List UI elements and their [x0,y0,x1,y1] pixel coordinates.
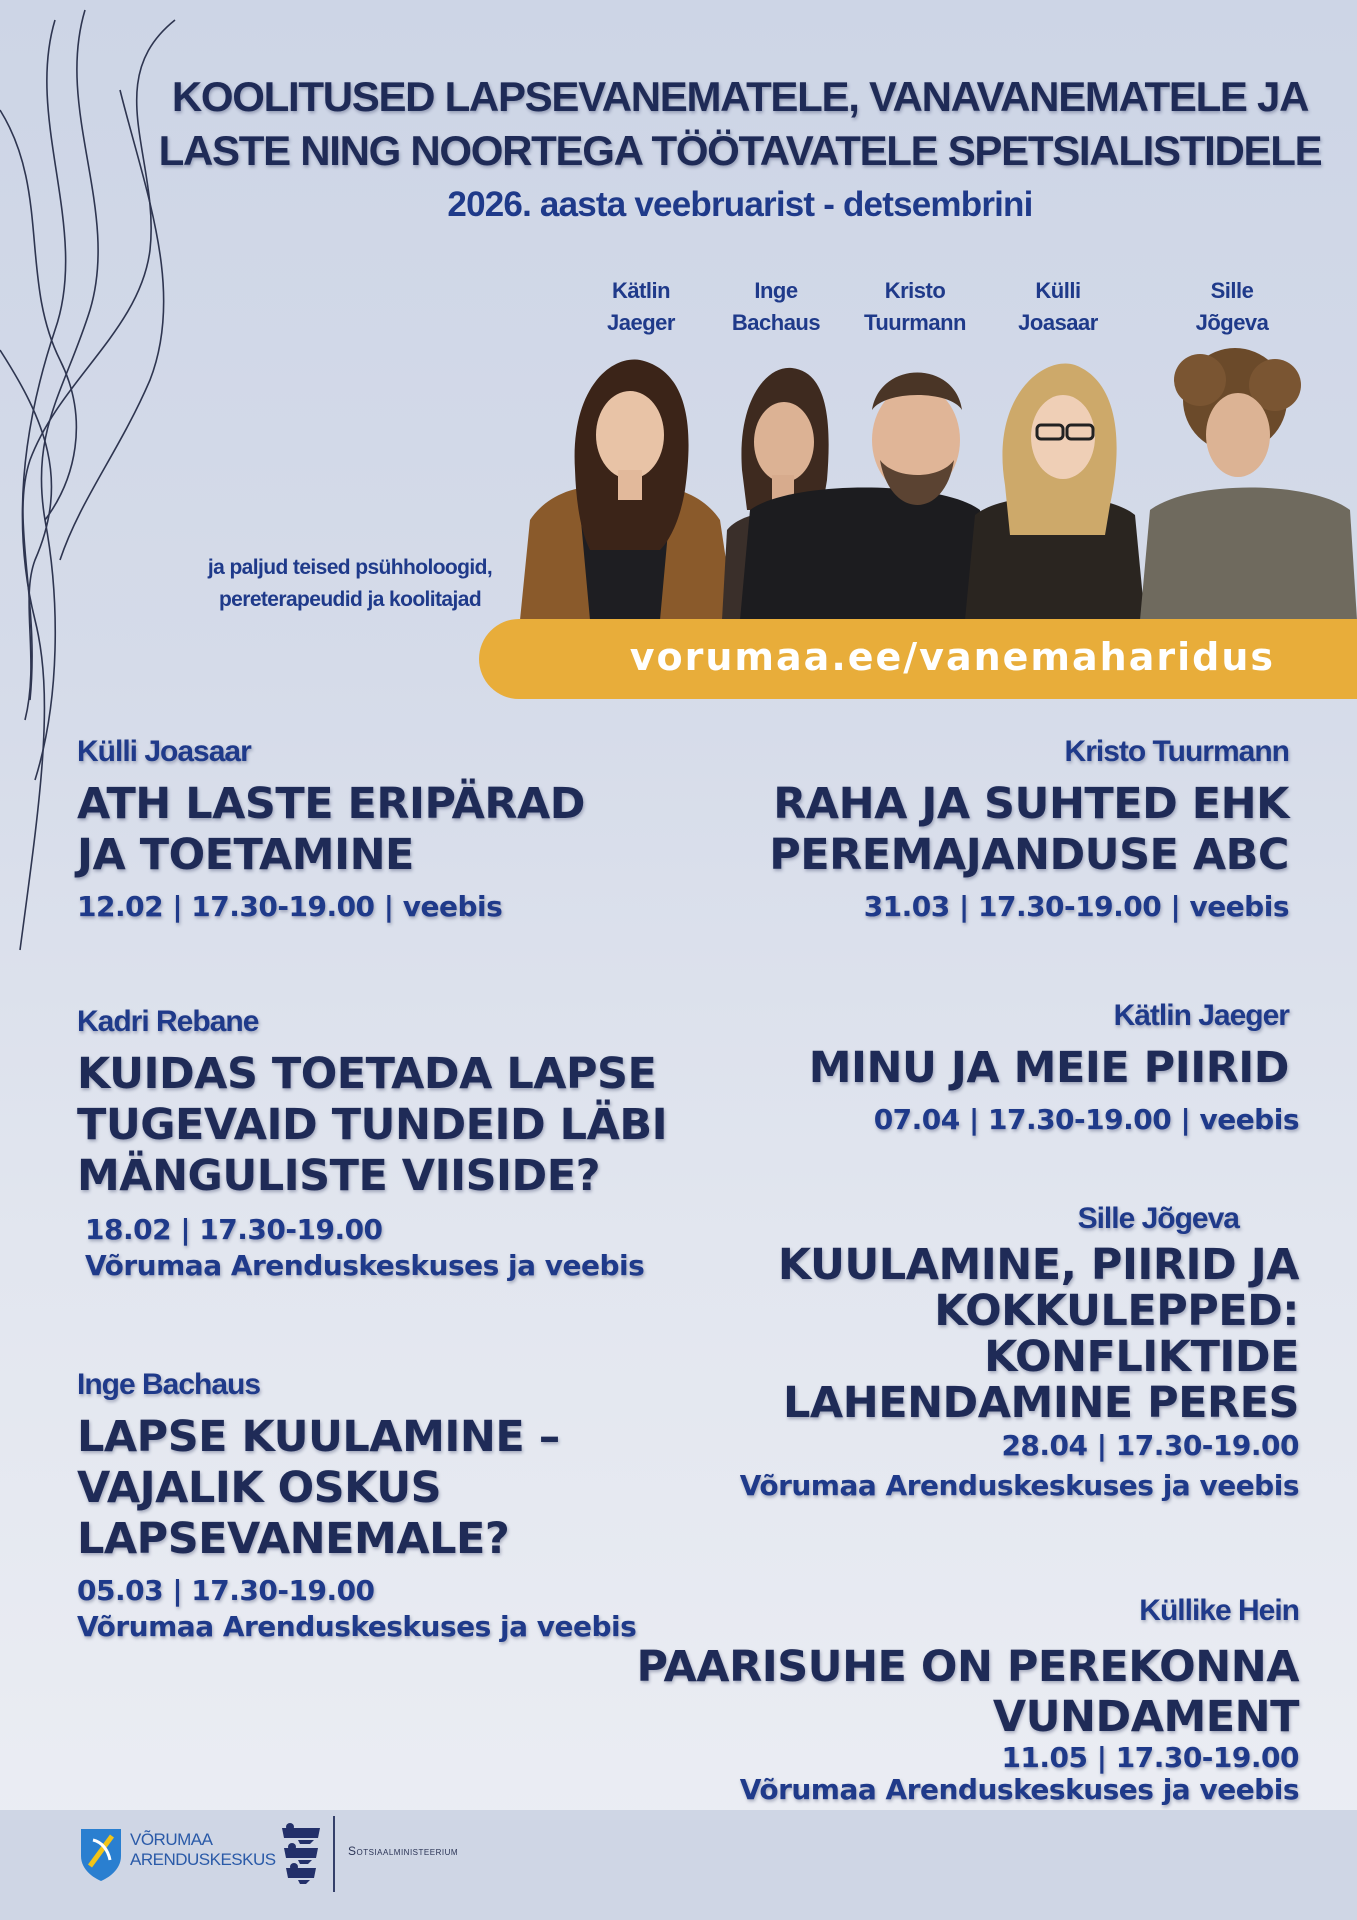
trainer-first-name: Kätlin [611,278,671,303]
vorumaa-arenduskeskus-logo-icon [78,1826,124,1882]
event-minu-ja-meie-piirid [809,997,1299,1138]
event-speaker: Inge Bachaus [77,1368,261,1401]
event-title-line: LAPSE KUULAMINE – [77,1412,560,1462]
trainer-first-name: Kristo [884,278,946,303]
trainer-first-name: Sille [1210,278,1254,303]
trainer-last-name: Joasaar [1018,310,1098,335]
event-title-line: LAPSEVANEMALE? [77,1514,510,1564]
event-title-line: KUIDAS TOETADA LAPSE [77,1049,657,1099]
event-title [636,1642,1299,1742]
event-speaker: Küllike Hein [1139,1594,1299,1627]
ministry-name: Sotsiaalministeerium [348,1844,459,1858]
trainer-name-sille-jogeva [1152,275,1312,339]
event-lapse-kuulamine [77,1366,636,1645]
event-date: 18.02 | 17.30-19.00 [85,1213,383,1246]
event-title-line: VUNDAMENT [992,1692,1299,1742]
event-speaker: Kadri Rebane [77,1005,259,1038]
estonian-coat-of-arms-icon [280,1822,322,1888]
website-url[interactable]: vorumaa.ee/vanemaharidus [629,635,1275,679]
event-speaker: Sille Jõgeva [1077,1202,1239,1235]
event-title-line: ATH LASTE ERIPÄRAD [77,779,585,829]
trainer-name-kristo-tuurmann [835,275,995,339]
event-title [77,1049,667,1202]
vaak-wordmark-line-2: ARENDUSKESKUS [130,1850,276,1869]
trainer-last-name: Jaeger [607,310,675,335]
event-raha-ja-suhted [769,733,1289,925]
event-title [809,1043,1289,1094]
portrait-sille-jogeva [1140,340,1357,620]
event-title-line: TUGEVAID TUNDEID LÄBI [77,1100,668,1150]
event-title-line: PAARISUHE ON PEREKONNA [636,1642,1299,1692]
event-speaker: Kristo Tuurmann [1064,735,1289,768]
portrait-kristo-tuurmann [740,350,990,620]
event-speaker: Kätlin Jaeger [1113,999,1289,1032]
event-kuidas-toetada [77,1003,667,1284]
other-trainers-line-1: ja paljud teised psühholoogid, [207,556,493,579]
vorumaa-arenduskeskus-wordmark [130,1830,276,1870]
event-place: Võrumaa Arenduskeskuses ja veebis [739,1469,1299,1502]
event-paarisuhe [636,1592,1299,1806]
event-title-line: RAHA JA SUHTED EHK [773,779,1289,829]
event-title-line: JA TOETAMINE [77,830,414,880]
vaak-wordmark-line-1: VÕRUMAA [130,1830,213,1849]
event-kuulamine-piirid-kokkulepped [740,1200,1299,1504]
trainer-first-name: Inge [754,278,798,303]
event-title-line: VAJALIK OSKUS [77,1463,442,1513]
event-place: Võrumaa Arenduskeskuses ja veebis [77,1610,637,1643]
event-title-line: KOKKULEPPED: [934,1286,1299,1336]
event-title [740,1242,1299,1426]
trainer-name-kulli-joasaar [978,275,1138,339]
event-title-line: KUULAMINE, PIIRID JA [777,1240,1299,1290]
event-title [769,779,1289,881]
portrait-katlin-jaeger [510,350,740,620]
event-place: Võrumaa Arenduskeskuses ja veebis [739,1773,1299,1806]
footer-divider [333,1816,335,1892]
trainer-name-inge-bachaus [696,275,856,339]
date-range: 2026. aasta veebruarist - detsembrini [447,185,1033,224]
event-ath-laste-eriparad [77,733,585,925]
trainer-last-name: Bachaus [731,310,821,335]
event-title-line: KONFLIKTIDE [984,1332,1299,1382]
portrait-kulli-joasaar [965,355,1145,620]
event-title [77,1412,636,1565]
event-title-line: PEREMAJANDUSE ABC [769,830,1289,880]
event-title-line: LAHENDAMINE PERES [783,1378,1299,1428]
other-trainers-note [180,552,520,616]
event-date: 05.03 | 17.30-19.00 [77,1574,375,1607]
event-title-line: MINU JA MEIE PIIRID [808,1043,1289,1093]
trainer-last-name: Jõgeva [1195,310,1269,335]
event-date: 28.04 | 17.30-19.00 [1001,1429,1299,1462]
poster-title-line-2: LASTE NING NOORTEGA TÖÖTAVATELE SPETSIALISTIDELE [158,127,1322,174]
event-date: 11.05 | 17.30-19.00 [1001,1741,1299,1774]
other-trainers-line-2: pereterapeudid ja koolitajad [218,588,482,611]
event-title-line: MÄNGULISTE VIISIDE? [77,1151,601,1201]
event-date: 12.02 | 17.30-19.00 | veebis [77,890,503,923]
event-date: 07.04 | 17.30-19.00 | veebis [873,1103,1299,1136]
trainer-last-name: Tuurmann [864,310,966,335]
trainer-first-name: Külli [1035,278,1081,303]
event-date: 31.03 | 17.30-19.00 | veebis [863,890,1289,923]
poster-title [150,70,1330,178]
website-banner[interactable] [479,619,1357,699]
poster-title-line-1: KOOLITUSED LAPSEVANEMATELE, VANAVANEMATELE JA [171,73,1309,120]
event-speaker: Külli Joasaar [77,735,251,768]
event-place: Võrumaa Arenduskeskuses ja veebis [85,1249,645,1282]
event-title [77,779,585,881]
